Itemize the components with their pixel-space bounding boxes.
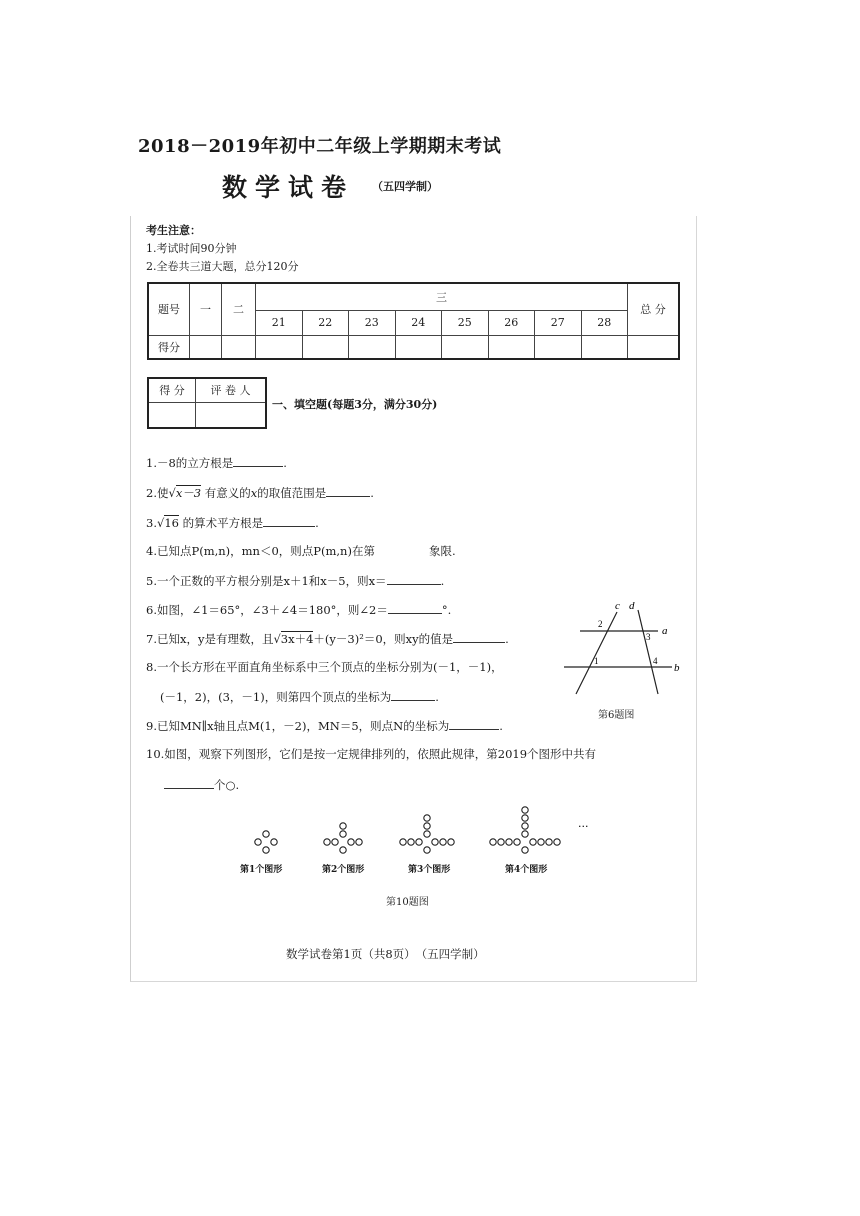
pattern-circle [522,847,528,853]
angle-label-1: 1 [594,656,599,666]
pattern-circle [498,839,504,845]
question-8-line-2: (－1，2)，(3，－1)，则第四个顶点的坐标为 . [160,690,439,704]
pattern-circle [440,839,446,845]
notice-line: 1.考试时间90分钟 [146,242,237,255]
sqrt-symbol: √ [156,516,165,530]
score-cell [190,335,222,359]
angle-label-3: 3 [646,632,651,642]
pattern-circle [424,831,430,837]
grader-name-label: 评 卷 人 [196,378,267,402]
header-part-2: 二 [222,283,256,335]
pattern-circle [546,839,552,845]
score-cell [535,335,582,359]
score-row-label: 得分 [148,335,190,359]
line-d [638,610,658,694]
sqrt-symbol: √ [168,486,176,500]
header-q21: 21 [256,310,303,335]
question-4: 4.已知点P(m,n)，mn＜0，则点P(m,n)在第 象限. [146,544,456,558]
header-part-3: 三 [256,283,628,310]
grader-score-label: 得 分 [148,378,196,402]
question-3: 3.√16 的算术平方根是 . [146,516,319,530]
header-q23: 23 [349,310,396,335]
answer-blank [233,454,283,467]
pattern-circle [522,823,528,829]
header-q27: 27 [535,310,582,335]
pattern-circle [424,847,430,853]
sqrt-symbol: √ [273,632,281,646]
grader-table [147,377,267,429]
pattern-circle [332,839,338,845]
angle-label-2: 2 [598,619,603,629]
answer-blank [387,572,441,585]
answer-blank [391,688,435,701]
score-cell [442,335,489,359]
answer-blank [449,717,499,730]
pattern-circle [271,839,277,845]
pattern-circle [424,823,430,829]
pattern-circle [356,839,362,845]
question-9: 9.已知MN∥x轴且点M(1，－2)，MN＝5，则点N的坐标为 . [146,719,503,733]
grader-name-cell [196,402,267,428]
pattern-circle [400,839,406,845]
figure-10-label-3: 第3个图形 [408,865,451,875]
pattern-circle [538,839,544,845]
section-1-title: 一、填空题(每题3分，满分30分) [272,398,438,411]
pattern-circle [324,839,330,845]
figure-10-label-1: 第1个图形 [240,865,283,875]
pattern-circle [530,839,536,845]
question-1: 1.－8的立方根是 . [146,456,287,470]
question-10-line-1: 10.如图，观察下列图形，它们是按一定规律排列的，依照此规律，第2019个图形中共有 [146,747,597,761]
question-7: 7.已知x，y是有理数，且√3x＋4＋(y－3)²＝0，则xy的值是 . [146,632,509,646]
question-10-line-2: 个○. [164,776,239,793]
pattern-circle [490,839,496,845]
pattern-circle [448,839,454,845]
header-q22: 22 [302,310,349,335]
question-5: 5.一个正数的平方根分别是x＋1和x－5，则x＝ . [146,574,445,588]
grader-score-cell [148,402,196,428]
pattern-circle [424,815,430,821]
line-c [576,612,617,694]
header-part-1: 一 [190,283,222,335]
pattern-circle [348,839,354,845]
figure-10-label-4: 第4个图形 [505,865,548,875]
figure-10-caption: 第10题图 [386,897,429,908]
score-cell [222,335,256,359]
pattern-circle [522,815,528,821]
pattern-circle [506,839,512,845]
pattern-circle [522,831,528,837]
pattern-circle [432,839,438,845]
answer-blank [263,514,315,527]
pattern-circle [514,839,520,845]
answer-blank [326,484,370,497]
score-table [147,282,680,360]
answer-blank [164,776,214,789]
notice-title: 考生注意： [146,224,201,237]
figure-6-diagram [560,598,688,696]
header-q28: 28 [581,310,628,335]
pattern-circle [554,839,560,845]
pattern-circle [340,823,346,829]
question-6: 6.如图，∠1＝65°，∠3＋∠4＝180°，则∠2＝ °. [146,603,452,617]
notice-line: 2.全卷共三道大题，总分120分 [146,260,299,273]
pattern-circle [255,839,261,845]
page-footer: 数学试卷第1页（共8页） （五四学制） [286,947,485,961]
pattern-circle [416,839,422,845]
score-cell [349,335,396,359]
score-cell [581,335,628,359]
pattern-circle [522,807,528,813]
score-cell [628,335,680,359]
pattern-circle [340,847,346,853]
angle-label-4: 4 [653,656,658,666]
exam-title: 2018－2019年初中二年级上学期期末考试 [138,136,502,157]
question-8-line-1: 8.一个长方形在平面直角坐标系中三个顶点的坐标分别为(－1，－1)， [146,660,503,674]
score-cell [395,335,442,359]
exam-subtitle: 数学试卷 [222,173,355,202]
pattern-circle [340,831,346,837]
score-cell [256,335,303,359]
header-q25: 25 [442,310,489,335]
pattern-circle [263,847,269,853]
header-q24: 24 [395,310,442,335]
label-c: c [615,600,620,612]
label-d: d [629,600,635,612]
label-b: b [674,662,680,674]
answer-blank [453,630,505,643]
header-question-label: 题号 [148,283,190,335]
figure-6-caption: 第6题图 [598,710,635,721]
score-cell [302,335,349,359]
score-cell [488,335,535,359]
pattern-circle [263,831,269,837]
school-system-note: （五四学制） [372,180,438,193]
pattern-circle [408,839,414,845]
figure-10-label-2: 第2个图形 [322,865,365,875]
figure-10-diagram [236,800,596,864]
label-a: a [662,625,668,637]
question-2: 2.使√x－3 有意义的x的取值范围是 . [146,486,374,500]
header-q26: 26 [488,310,535,335]
pattern-ellipsis: ··· [578,820,589,833]
header-total: 总 分 [628,283,680,335]
answer-blank [388,601,442,614]
